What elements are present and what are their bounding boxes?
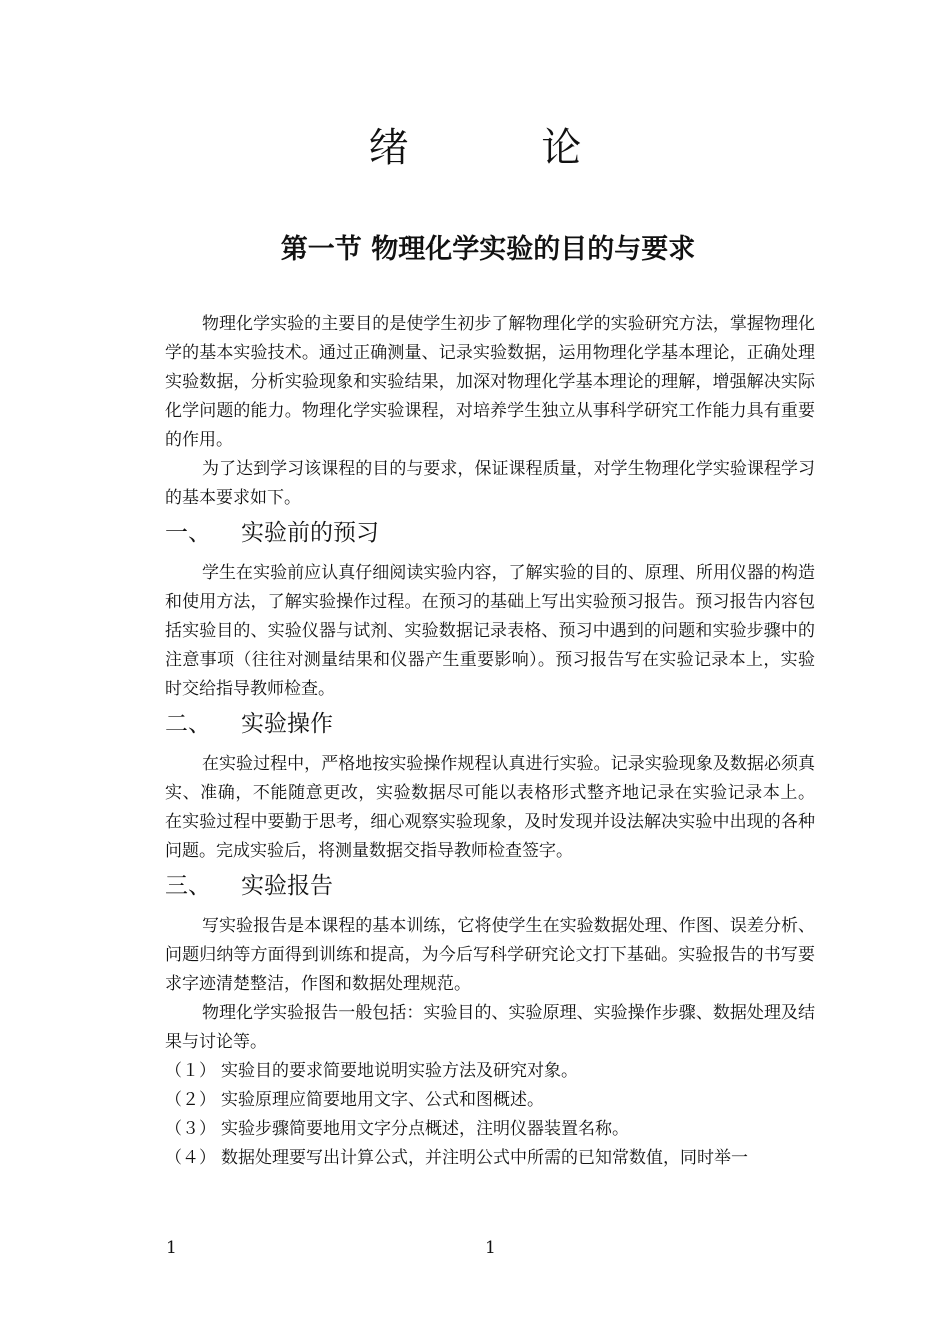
section-paragraph: 学生在实验前应认真仔细阅读实验内容，了解实验的目的、原理、所用仪器的构造和使用方法，了解实验操作过程。在预习的基础上写出实验预习报告。预习报告内容包括实验目的、实验仪器与试剂、实验数据记录表格、预习中遇到的问题和实验步骤中的注意事项（往往对测量结果和仪器产生重要影响）。预习报告写在实验记录本上，实验时交给指导教师检查。 — [165, 563, 815, 699]
section-number: 三、 — [165, 873, 211, 899]
page-number-center: 1 — [485, 1238, 496, 1258]
section-heading-text: 实验报告 — [241, 873, 333, 899]
section-heading — [165, 707, 815, 741]
section-heading-text: 实验前的预习 — [241, 520, 379, 546]
list-item-text: 实验目的要求简要地说明实验方法及研究对象。 — [221, 1061, 578, 1081]
intro-paragraph: 物理化学实验的主要目的是使学生初步了解物理化学的实验研究方法，掌握物理化学的基本实验技术。通过正确测量、记录实验数据，运用物理化学基本理论，正确处理实验数据，分析实验现象和实验结果，加深对物理化学基本理论的理解，增强解决实际化学问题的能力。物理化学实验课程，对培养学生独立从事科学研究工作能力具有重要的作用。 — [165, 314, 815, 450]
page-number-left: 1 — [166, 1238, 177, 1258]
section-paragraph: 在实验过程中，严格地按实验操作规程认真进行实验。记录实验现象及数据必须真实、准确，不能随意更改，实验数据尽可能以表格形式整齐地记录在实验记录本上。 在实验过程中要勤于思考，细心观察实验现象，及时发现并设法解决实验中出现的各种问题。完成实验后，将测量数据交指导教师检查签字。 — [165, 754, 815, 861]
section-number: 一、 — [165, 520, 211, 546]
list-item — [165, 1144, 815, 1173]
section-paragraph: 物理化学实验报告一般包括：实验目的、实验原理、实验操作步骤、数据处理及结果与讨论等。 — [165, 1003, 815, 1052]
list-item-text: 实验原理应简要地用文字、公式和图概述。 — [221, 1090, 544, 1110]
list-item-text: 数据处理要写出计算公式，并注明公式中所需的已知常数值，同时举一 — [221, 1148, 748, 1168]
section-heading — [165, 869, 815, 903]
list-item-number: （４） — [165, 1148, 216, 1168]
list-item — [165, 1086, 815, 1115]
list-item-text: 实验步骤简要地用文字分点概述，注明仪器装置名称。 — [221, 1119, 629, 1139]
section-number: 二、 — [165, 711, 211, 737]
document-body — [165, 310, 815, 1173]
section-heading — [165, 516, 815, 550]
list-item — [165, 1057, 815, 1086]
section-paragraph: 写实验报告是本课程的基本训练，它将使学生在实验数据处理、作图、误差分析、问题归纳等方面得到训练和提高，为今后写科学研究论文打下基础。实验报告的书写要求字迹清楚整洁，作图和数据处理规范。 — [165, 916, 815, 994]
section-heading-text: 实验操作 — [241, 711, 333, 737]
list-item-number: （２） — [165, 1090, 216, 1110]
list-item — [165, 1115, 815, 1144]
page-title: 绪 论 — [368, 125, 642, 171]
list-item-number: （１） — [165, 1061, 216, 1081]
intro-paragraph: 为了达到学习该课程的目的与要求，保证课程质量，对学生物理化学实验课程学习的基本要求如下。 — [165, 459, 815, 508]
list-item-number: （３） — [165, 1119, 216, 1139]
section-title: 第一节 物理化学实验的目的与要求 — [280, 234, 696, 265]
